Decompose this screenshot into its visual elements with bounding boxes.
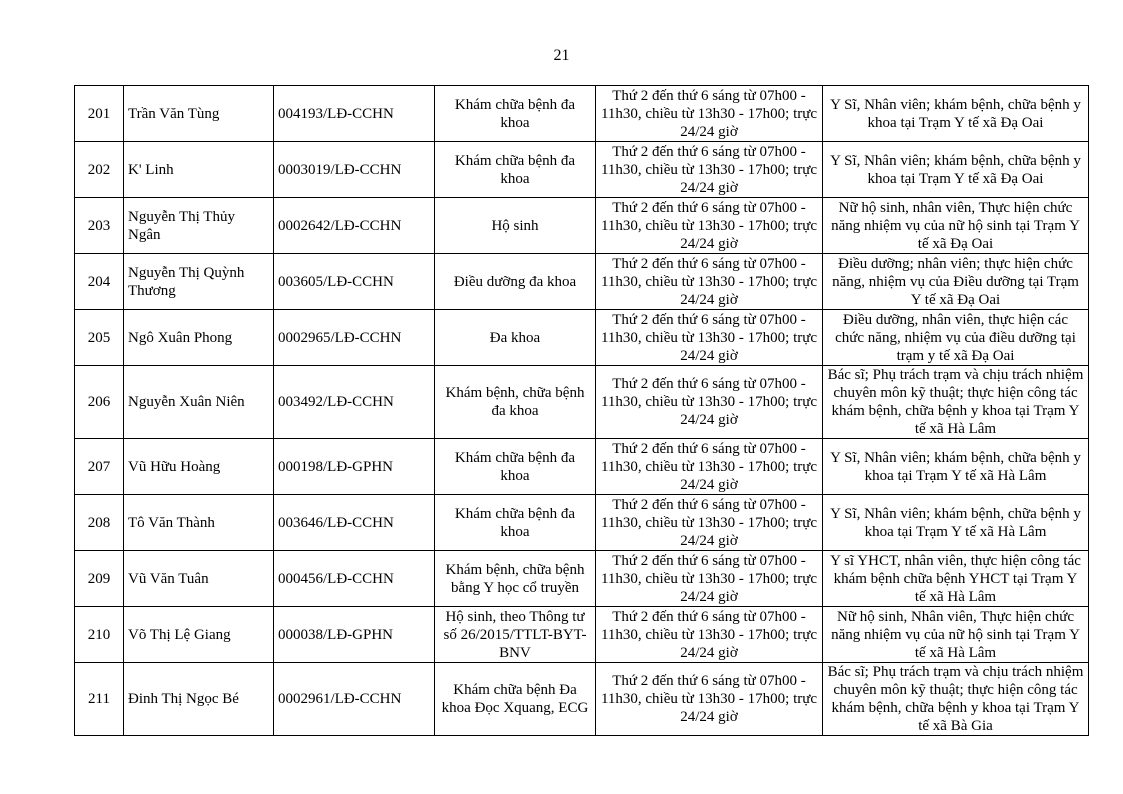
working-hours: Thứ 2 đến thứ 6 sáng từ 07h00 - 11h30, chiều từ 13h30 - 17h00; trực 24/24 giờ xyxy=(596,254,823,310)
position-duties: Y Sĩ, Nhân viên; khám bệnh, chữa bệnh y khoa tại Trạm Y tế xã Hà Lâm xyxy=(823,495,1089,551)
position-duties: Điều dưỡng, nhân viên, thực hiện các chức năng, nhiệm vụ của điều dưỡng tại trạm y tế xã Đạ Oai xyxy=(823,310,1089,366)
position-duties: Nữ hộ sinh, nhân viên, Thực hiện chức năng nhiệm vụ của nữ hộ sinh tại Trạm Y tế xã Đạ Oai xyxy=(823,198,1089,254)
working-hours: Thứ 2 đến thứ 6 sáng từ 07h00 - 11h30, chiều từ 13h30 - 17h00; trực 24/24 giờ xyxy=(596,495,823,551)
practice-scope: Khám chữa bệnh đa khoa xyxy=(435,86,596,142)
staff-name: Ngô Xuân Phong xyxy=(124,310,274,366)
row-number: 203 xyxy=(75,198,124,254)
working-hours: Thứ 2 đến thứ 6 sáng từ 07h00 - 11h30, chiều từ 13h30 - 17h00; trực 24/24 giờ xyxy=(596,607,823,663)
working-hours: Thứ 2 đến thứ 6 sáng từ 07h00 - 11h30, chiều từ 13h30 - 17h00; trực 24/24 giờ xyxy=(596,198,823,254)
staff-name: Vũ Hữu Hoàng xyxy=(124,439,274,495)
certificate-number: 0002642/LĐ-CCHN xyxy=(274,198,435,254)
row-number: 210 xyxy=(75,607,124,663)
certificate-number: 0002965/LĐ-CCHN xyxy=(274,310,435,366)
table-row xyxy=(75,439,1089,495)
row-number: 206 xyxy=(75,366,124,439)
row-number: 208 xyxy=(75,495,124,551)
position-duties: Bác sĩ; Phụ trách trạm và chịu trách nhiệm chuyên môn kỹ thuật; thực hiện công tác khám bệnh, chữa bệnh y khoa tại Trạm Y tế xã Hà Lâm xyxy=(823,366,1089,439)
working-hours: Thứ 2 đến thứ 6 sáng từ 07h00 - 11h30, chiều từ 13h30 - 17h00; trực 24/24 giờ xyxy=(596,551,823,607)
practice-scope: Hộ sinh xyxy=(435,198,596,254)
row-number: 207 xyxy=(75,439,124,495)
position-duties: Bác sĩ; Phụ trách trạm và chịu trách nhiệm chuyên môn kỹ thuật; thực hiện công tác khám bệnh, chữa bệnh y khoa tại Trạm Y tế xã Bà Gia xyxy=(823,663,1089,736)
certificate-number: 003646/LĐ-CCHN xyxy=(274,495,435,551)
table-row xyxy=(75,607,1089,663)
table-row xyxy=(75,142,1089,198)
staff-name: Trần Văn Tùng xyxy=(124,86,274,142)
practice-scope: Điều dưỡng đa khoa xyxy=(435,254,596,310)
staff-table xyxy=(74,85,1089,736)
staff-table-body xyxy=(75,86,1089,736)
certificate-number: 000456/LĐ-CCHN xyxy=(274,551,435,607)
table-row xyxy=(75,663,1089,736)
practice-scope: Khám chữa bệnh đa khoa xyxy=(435,142,596,198)
practice-scope: Khám chữa bệnh đa khoa xyxy=(435,495,596,551)
working-hours: Thứ 2 đến thứ 6 sáng từ 07h00 - 11h30, chiều từ 13h30 - 17h00; trực 24/24 giờ xyxy=(596,86,823,142)
staff-name: Võ Thị Lệ Giang xyxy=(124,607,274,663)
practice-scope: Khám bệnh, chữa bệnh đa khoa xyxy=(435,366,596,439)
practice-scope: Khám chữa bệnh đa khoa xyxy=(435,439,596,495)
practice-scope: Khám bệnh, chữa bệnh bằng Y học cổ truyền xyxy=(435,551,596,607)
staff-name: K' Linh xyxy=(124,142,274,198)
working-hours: Thứ 2 đến thứ 6 sáng từ 07h00 - 11h30, chiều từ 13h30 - 17h00; trực 24/24 giờ xyxy=(596,439,823,495)
row-number: 211 xyxy=(75,663,124,736)
position-duties: Nữ hộ sinh, Nhân viên, Thực hiện chức năng nhiệm vụ của nữ hộ sinh tại Trạm Y tế xã Hà Lâm xyxy=(823,607,1089,663)
table-row xyxy=(75,254,1089,310)
table-row xyxy=(75,495,1089,551)
position-duties: Y Sĩ, Nhân viên; khám bệnh, chữa bệnh y khoa tại Trạm Y tế xã Đạ Oai xyxy=(823,86,1089,142)
staff-name: Đinh Thị Ngọc Bé xyxy=(124,663,274,736)
working-hours: Thứ 2 đến thứ 6 sáng từ 07h00 - 11h30, chiều từ 13h30 - 17h00; trực 24/24 giờ xyxy=(596,142,823,198)
staff-name: Tô Văn Thành xyxy=(124,495,274,551)
certificate-number: 000038/LĐ-GPHN xyxy=(274,607,435,663)
row-number: 204 xyxy=(75,254,124,310)
table-row xyxy=(75,198,1089,254)
table-row xyxy=(75,551,1089,607)
row-number: 209 xyxy=(75,551,124,607)
certificate-number: 0003019/LĐ-CCHN xyxy=(274,142,435,198)
staff-name: Nguyễn Xuân Niên xyxy=(124,366,274,439)
table-row xyxy=(75,310,1089,366)
staff-name: Vũ Văn Tuân xyxy=(124,551,274,607)
working-hours: Thứ 2 đến thứ 6 sáng từ 07h00 - 11h30, chiều từ 13h30 - 17h00; trực 24/24 giờ xyxy=(596,663,823,736)
page-number: 21 xyxy=(553,47,570,64)
certificate-number: 003605/LĐ-CCHN xyxy=(274,254,435,310)
position-duties: Y Sĩ, Nhân viên; khám bệnh, chữa bệnh y khoa tại Trạm Y tế xã Đạ Oai xyxy=(823,142,1089,198)
staff-name: Nguyễn Thị Thủy Ngân xyxy=(124,198,274,254)
position-duties: Điều dưỡng; nhân viên; thực hiện chức năng, nhiệm vụ của Điều dưỡng tại Trạm Y tế xã Đạ Oai xyxy=(823,254,1089,310)
certificate-number: 004193/LĐ-CCHN xyxy=(274,86,435,142)
table-row xyxy=(75,86,1089,142)
position-duties: Y Sĩ, Nhân viên; khám bệnh, chữa bệnh y khoa tại Trạm Y tế xã Hà Lâm xyxy=(823,439,1089,495)
position-duties: Y sĩ YHCT, nhân viên, thực hiện công tác khám bệnh chữa bệnh YHCT tại Trạm Y tế xã Hà Lâm xyxy=(823,551,1089,607)
working-hours: Thứ 2 đến thứ 6 sáng từ 07h00 - 11h30, chiều từ 13h30 - 17h00; trực 24/24 giờ xyxy=(596,310,823,366)
practice-scope: Đa khoa xyxy=(435,310,596,366)
practice-scope: Hộ sinh, theo Thông tư số 26/2015/TTLT-BYT-BNV xyxy=(435,607,596,663)
table-row xyxy=(75,366,1089,439)
staff-name: Nguyễn Thị Quỳnh Thương xyxy=(124,254,274,310)
practice-scope: Khám chữa bệnh Đa khoa Đọc Xquang, ECG xyxy=(435,663,596,736)
row-number: 201 xyxy=(75,86,124,142)
row-number: 202 xyxy=(75,142,124,198)
row-number: 205 xyxy=(75,310,124,366)
working-hours: Thứ 2 đến thứ 6 sáng từ 07h00 - 11h30, chiều từ 13h30 - 17h00; trực 24/24 giờ xyxy=(596,366,823,439)
certificate-number: 0002961/LĐ-CCHN xyxy=(274,663,435,736)
certificate-number: 003492/LĐ-CCHN xyxy=(274,366,435,439)
certificate-number: 000198/LĐ-GPHN xyxy=(274,439,435,495)
